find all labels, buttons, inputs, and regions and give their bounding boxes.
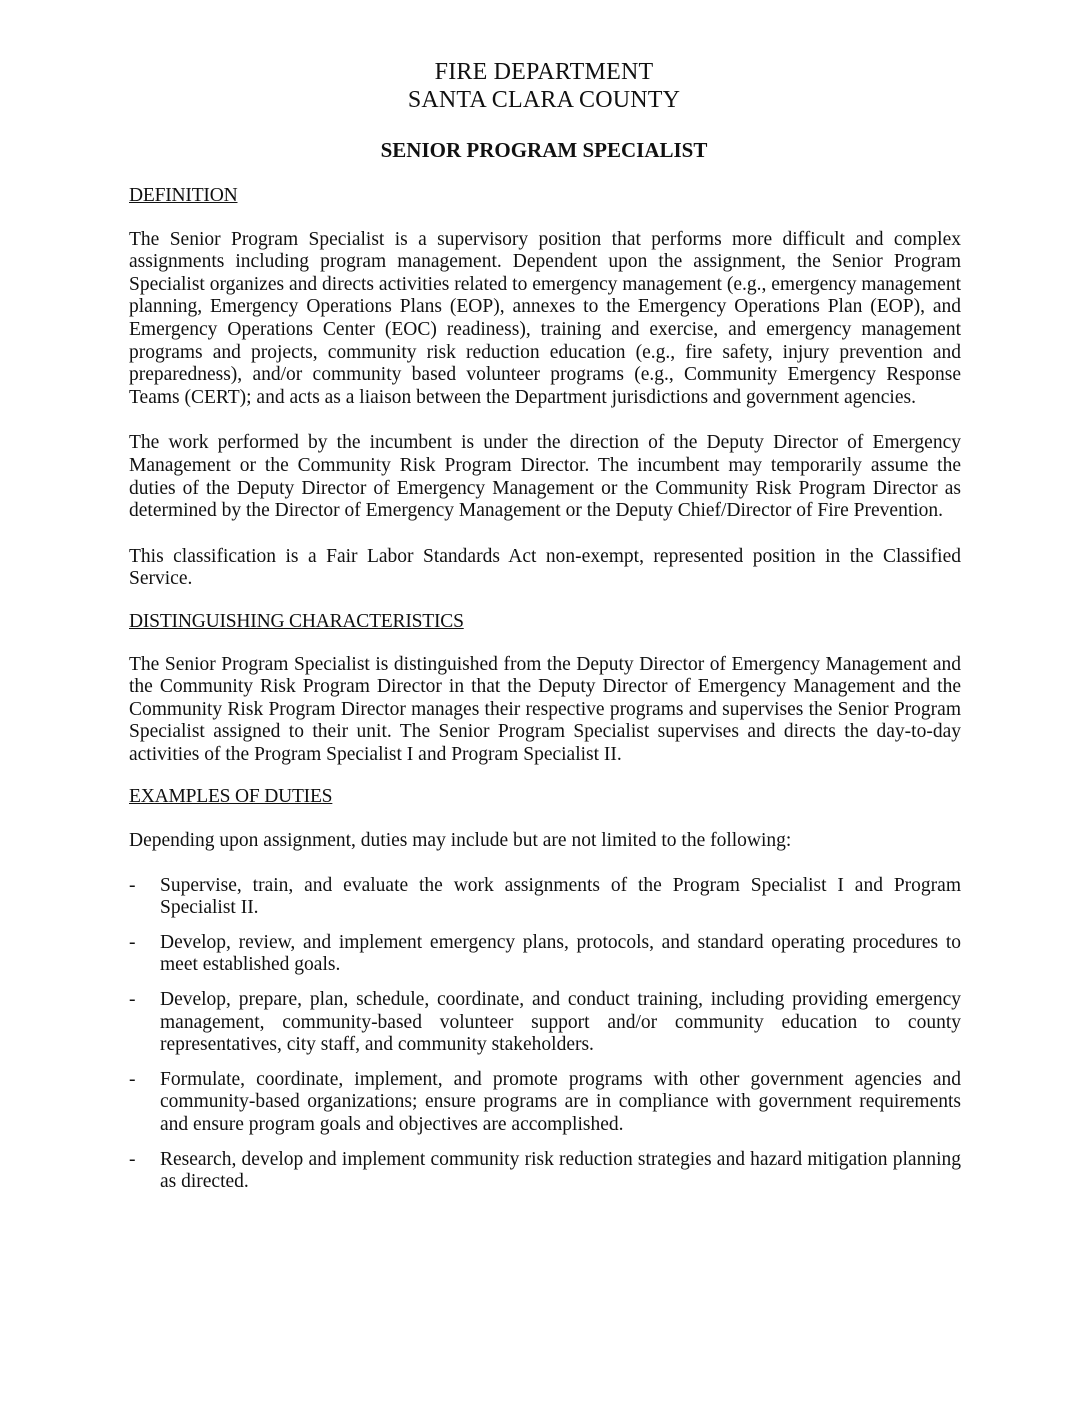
document-body xyxy=(129,185,961,1206)
definition-heading: DEFINITION xyxy=(129,185,238,206)
duty-text: Formulate, coordinate, implement, and promote programs with other government agencies and community-based organizations; ensure programs are in compliance with government requirements and ensure program goals and objectives are accomplished. xyxy=(160,1068,961,1135)
duty-item xyxy=(129,989,961,1057)
definition-paragraph-2: The work performed by the incumbent is under the direction of the Deputy Director of Emergency Management or the Community Risk Program Director. The incumbent may temporarily assume the duties of the Deputy Director of Emergency Management or the Community Risk Program Director as determined by the Director of Emergency Management or the Deputy Chief/Director of Fire Prevention. xyxy=(129,432,961,522)
duty-text: Research, develop and implement community risk reduction strategies and hazard mitigation planning as directed. xyxy=(160,1148,961,1193)
examples-intro: Depending upon assignment, duties may include but are not limited to the following: xyxy=(129,830,792,852)
list-bullet: - xyxy=(129,874,136,896)
duty-item xyxy=(129,875,961,920)
examples-heading: EXAMPLES OF DUTIES xyxy=(129,786,333,808)
duty-item xyxy=(129,1149,961,1194)
list-bullet: - xyxy=(129,989,136,1011)
document-title: SENIOR PROGRAM SPECIALIST xyxy=(380,138,708,162)
duty-item xyxy=(129,932,961,977)
list-bullet: - xyxy=(129,1148,136,1170)
list-bullet: - xyxy=(129,1068,136,1090)
duty-text: Supervise, train, and evaluate the work assignments of the Program Specialist I and Program Specialist II. xyxy=(160,874,961,919)
distinguishing-heading: DISTINGUISHING CHARACTERISTICS xyxy=(129,610,464,632)
duty-text: Develop, review, and implement emergency plans, protocols, and standard operating procedures to meet established goals. xyxy=(160,931,961,976)
document-header xyxy=(0,58,1088,114)
header-line-department: FIRE DEPARTMENT xyxy=(434,59,654,85)
definition-paragraph-1: The Senior Program Specialist is a supervisory position that performs more difficult and complex assignments including program management. Dependent upon the assignment, the Senior Program Specialist organizes and directs activities related to emergency management (e.g., emergency management planning, Emergency Operations Plans (EOP), annexes to the Emergency Operations Plan (EOP), and Emergency Operations Center (EOC) readiness), training and exercise, and emergency management programs and projects, community risk reduction education (e.g., fire safety, injury prevention and preparedness), and/or community based volunteer programs (e.g., Community Emergency Response Teams (CERT); and acts as a liaison between the Department jurisdictions and government agencies. xyxy=(129,228,961,408)
header-line-county: SANTA CLARA COUNTY xyxy=(407,87,681,113)
duty-item xyxy=(129,1069,961,1137)
distinguishing-paragraph: The Senior Program Specialist is distinguished from the Deputy Director of Emergency Management and the Community Risk Program Director in that the Deputy Director of Emergency Management and the Community Risk Program Director manages their respective programs and supervises the Senior Program Specialist assigned to their unit. The Senior Program Specialist supervises and directs the day-to-day activities of the Program Specialist I and Program Specialist II. xyxy=(129,653,961,765)
list-bullet: - xyxy=(129,931,136,953)
duties-list xyxy=(129,875,961,1194)
duty-text: Develop, prepare, plan, schedule, coordinate, and conduct training, including providing emergency management, community-based volunteer support and/or community education to county representatives, city staff, and community stakeholders. xyxy=(160,989,961,1056)
definition-paragraph-3: This classification is a Fair Labor Standards Act non-exempt, represented position in the Classified Service. xyxy=(129,545,961,590)
